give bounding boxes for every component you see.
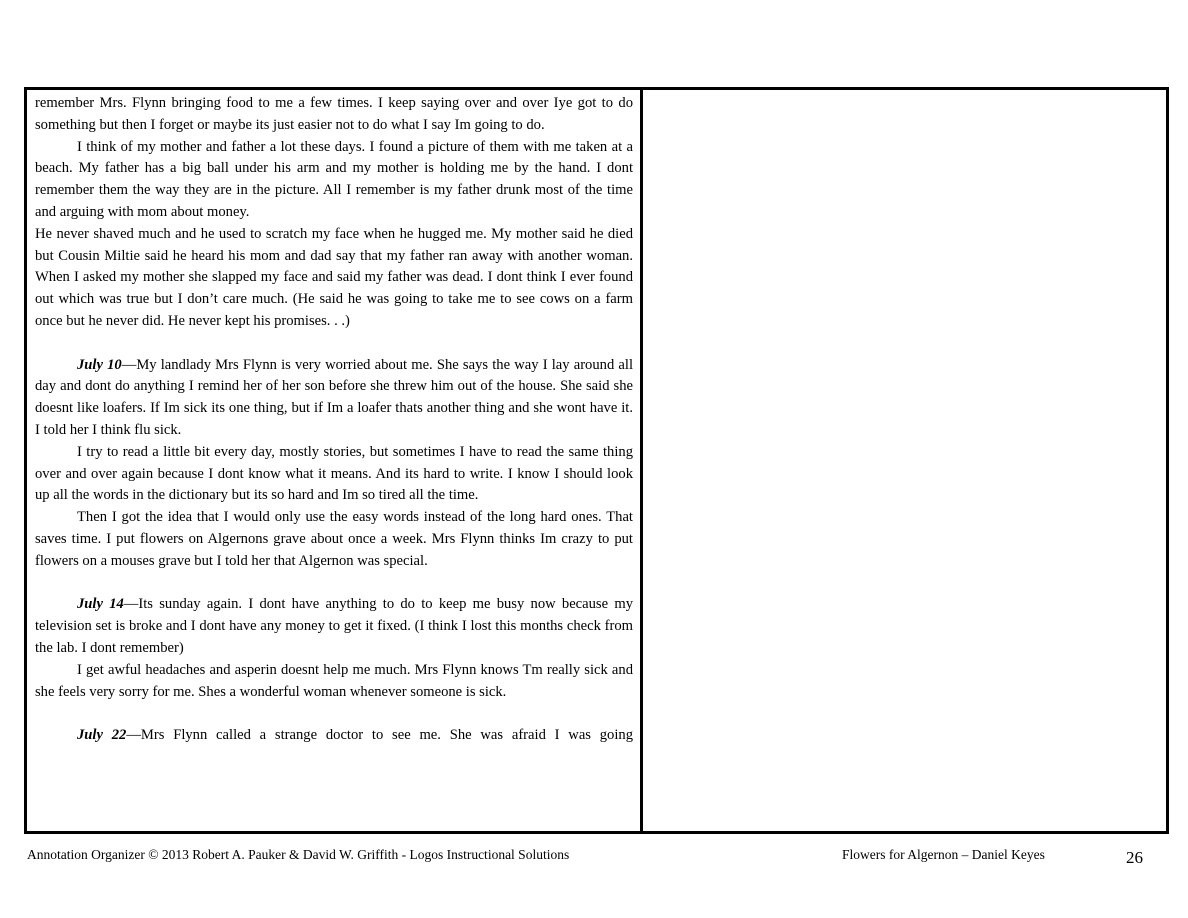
footer-copyright: Annotation Organizer © 2013 Robert A. Pauker & David W. Griffith - Logos Instructional Solutions — [27, 847, 570, 862]
journal-entry-july-10 — [35, 355, 633, 442]
paragraph-spacer — [35, 333, 633, 355]
entry-text: —My landlady Mrs Flynn is very worried about me. She says the way I lay around all day and dont do anything I remind her of her son before she threw him out of the house. She said she doesnt like loafers. If Im sick its one thing, but if Im a loafer thats another thing and she wont have it. I told her I think flu sick. — [35, 356, 633, 438]
entry-text: —Mrs Flynn called a strange doctor to see me. She was afraid I was going — [126, 727, 633, 744]
paragraph-spacer — [35, 703, 633, 725]
journal-entry-july-22 — [35, 725, 633, 747]
passage-column — [27, 90, 643, 831]
entry-date: July 14 — [77, 596, 124, 613]
annotation-notes-column — [643, 90, 1166, 831]
passage-paragraph: I get awful headaches and asperin doesnt help me much. Mrs Flynn knows Tm really sick and she feels very sorry for me. Shes a wonderful woman whenever someone is sick. — [35, 661, 633, 700]
entry-text: —Its sunday again. I dont have anything to do to keep me busy now because my television set is broke and I dont have any money to get it fixed. (I think I lost this months check from the lab. I dont remember) — [35, 596, 633, 656]
footer-book-title: Flowers for Algernon – Daniel Keyes — [842, 847, 1045, 862]
annotation-table — [24, 87, 1169, 834]
passage-paragraph: Then I got the idea that I would only use the easy words instead of the long hard ones. That saves time. I put flowers on Algernons grave about once a week. Mrs Flynn thinks Im crazy to put flowers on a mouses grave but I told her that Algernon was special. — [35, 509, 633, 569]
entry-date: July 10 — [77, 356, 122, 373]
passage-paragraph: remember Mrs. Flynn bringing food to me a few times. I keep saying over and over Iye got to do something but then I forget or maybe its just easier not to do what I say Im going to do. — [35, 95, 633, 133]
page-number: 26 — [1126, 848, 1143, 867]
passage-paragraph: I think of my mother and father a lot these days. I found a picture of them with me taken at a beach. My father has a big ball under his arm and my mother is holding me by the hand. I dont remember them the way they are in the picture. All I remember is my father drunk most of the time and arguing with mom about money. — [35, 138, 633, 220]
passage-paragraph: I try to read a little bit every day, mostly stories, but sometimes I have to read the same thing over and over again because I dont know what it means. And its hard to write. I know I should look up all the words in the dictionary but its so hard and Im so tired all the time. — [35, 443, 633, 504]
journal-entry-july-14 — [35, 594, 633, 659]
entry-date: July 22 — [77, 727, 127, 744]
passage-paragraph: He never shaved much and he used to scratch my face when he hugged me. My mother said he died but Cousin Miltie said he heard his mom and dad say that my father ran away with another woman. When I asked my mother she slapped my face and said my father was dead. I dont think I ever found out which was true but I don’t care much. (He said he was going to take me to see cows on a farm once but he never did. He never kept his promises. . .) — [35, 225, 633, 329]
paragraph-spacer — [35, 573, 633, 595]
